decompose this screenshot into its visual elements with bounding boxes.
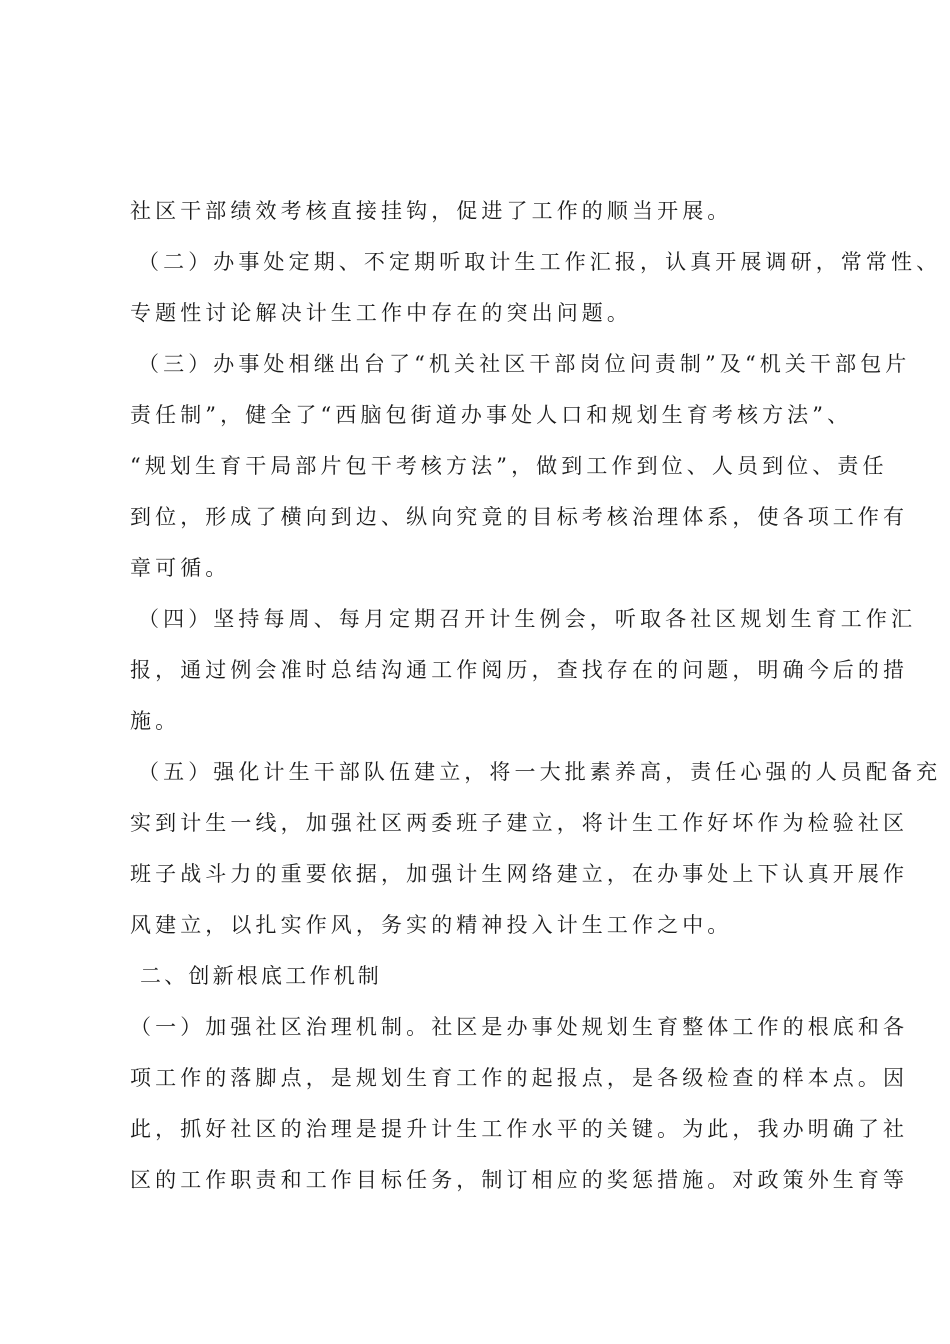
text-line: 风建立，以扎实作风，务实的精神投入计生工作之中。 [130,913,733,937]
text-line: 项工作的落脚点，是规划生育工作的起报点，是各级检查的样本点。因 [130,1066,909,1090]
text-line: （五）强化计生干部队伍建立，将一大批素养高，责任心强的人员配备充 [138,760,942,784]
section-heading: 二、创新根底工作机制 [140,964,382,988]
text-line: 区的工作职责和工作目标任务，制订相应的奖惩措施。对政策外生育等 [130,1168,909,1192]
text-line: 此，抓好社区的治理是提升计生工作水平的关键。为此，我办明确了社 [130,1117,909,1141]
text-line: 责任制”，健全了“西脑包街道办事处人口和规划生育考核方法”、 [130,403,853,427]
text-line: （四）坚持每周、每月定期召开计生例会，听取各社区规划生育工作汇 [138,607,917,631]
text-line: 到位，形成了横向到边、纵向究竟的目标考核治理体系，使各项工作有 [130,505,909,529]
text-line: 章可循。 [130,556,231,580]
text-line: 社区干部绩效考核直接挂钩，促进了工作的顺当开展。 [130,199,733,223]
text-line: （一）加强社区治理机制。社区是办事处规划生育整体工作的根底和各 [130,1015,909,1039]
document-body [130,186,942,1206]
text-line: 专题性讨论解决计生工作中存在的突出问题。 [130,301,632,325]
text-line: 实到计生一线，加强社区两委班子建立，将计生工作好坏作为检验社区 [130,811,909,835]
text-line: （二）办事处定期、不定期听取计生工作汇报，认真开展调研，常常性、 [138,250,942,274]
text-line: 施。 [130,709,181,733]
text-line: 班子战斗力的重要依据，加强计生网络建立，在办事处上下认真开展作 [130,862,909,886]
text-line: “规划生育干局部片包干考核方法”，做到工作到位、人员到位、责任 [130,454,888,478]
text-line: 报，通过例会准时总结沟通工作阅历，查找存在的问题，明确今后的措 [130,658,909,682]
text-line: （三）办事处相继出台了“机关社区干部岗位问责制”及“机关干部包片 [138,352,911,376]
